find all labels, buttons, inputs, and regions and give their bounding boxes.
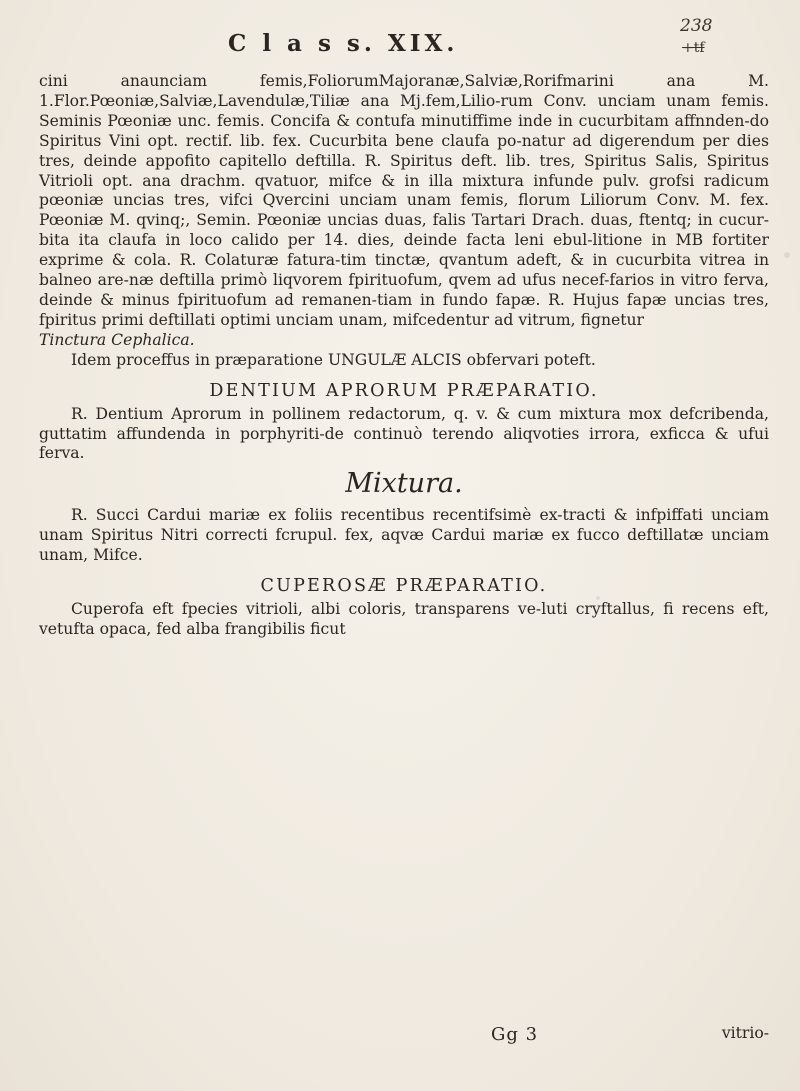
- page-footer: [39, 1024, 769, 1046]
- tinctura-label: Tinctura Cephalica.: [39, 330, 195, 349]
- mixtura-heading: Mixtura.: [345, 468, 463, 500]
- signature-mark: Gg 3: [491, 1024, 539, 1045]
- page-body: [39, 72, 769, 640]
- recipe-paragraph: cini anaunciam femis,FoliorumMajoranæ,Salviæ,Rorifmarini ana M. 1.Flor.Pœoniæ,Salviæ,Lavendulæ,Tiliæ ana Mj.fem,Lilio-rum Conv. unciam unam femis. Seminis Pœoniæ unc. femis. Concifa & contufa minutiffime inde in cucurbitam affnnden-do Spiritus Vini opt. rectif. lib. fex. Cucurbita bene claufa po-natur ad digerendum per dies tres, deinde appofito capitello deftilla. R. Spiritus deft. lib. tres, Spiritus Salis, Spiritus Vitrioli opt. ana drachm. qvatuor, mifce & in illa mixtura infunde pulv. grofsi radicum pœoniæ uncias tres, vifci Qvercini unciam unam femis, florum Liliorum Conv. M. fex. Pœoniæ M. qvinq;, Semin. Pœoniæ uncias duas, falis Tartari Drach. duas, ftentq; in cucur-bita ita claufa in loco calido per 14. dies, deinde facta leni ebul-litione in MB fortiter exprime & cola. R. Colaturæ fatura-tim tinctæ, qvantum adeft, & in cucurbita vitrea in balneo are-næ deftilla primò liqvorem fpirituofum, qvem ad ufus necef-farios in vitro ferva, deinde & minus fpirituofum ad remanen-tiam in fundo fapæ. R. Hujus fapæ uncias tres, fpiritus primi deftillati optimi unciam unam, mifcedentur ad vitrum, fignetur: [39, 72, 769, 329]
- section-title-dentium: DENTIUM APRORUM PRÆPARATIO.: [209, 380, 599, 401]
- folio-marks: [676, 16, 736, 64]
- note-paragraph: Idem proceffus in præparatione UNGULÆ ALCIS obfervari poteft.: [71, 350, 596, 369]
- page-header: [0, 16, 800, 66]
- catchword: vitrio-: [721, 1024, 769, 1042]
- handwritten-folio-number: 238: [680, 16, 713, 36]
- cuperosae-paragraph: Cuperofa eft fpecies vitrioli, albi coloris, transparens ve-luti cryftallus, fi recens eft, vetufta opaca, fed alba frangibilis ficut: [39, 600, 769, 638]
- struck-folio-number: +tf: [682, 40, 705, 56]
- dentium-paragraph: R. Dentium Aprorum in pollinem redactorum, q. v. & cum mixtura mox defcribenda, guttatim affundenda in porphyriti-de continuò terendo aliqvoties irrora, exficca & ufui ferva.: [39, 404, 769, 463]
- mixtura-paragraph: R. Succi Cardui mariæ ex foliis recentibus recentifsimè ex-tracti & infpiffati unciam unam Spiritus Nitri correcti fcrupul. fex, aqvæ Cardui mariæ ex fucco deftillatæ unciam unam, Mifce.: [39, 506, 769, 565]
- running-head: C l a s s. XIX.: [228, 30, 459, 57]
- section-title-cuperosae: CUPEROSÆ PRÆPARATIO.: [260, 576, 548, 597]
- paper-spot: [784, 252, 790, 258]
